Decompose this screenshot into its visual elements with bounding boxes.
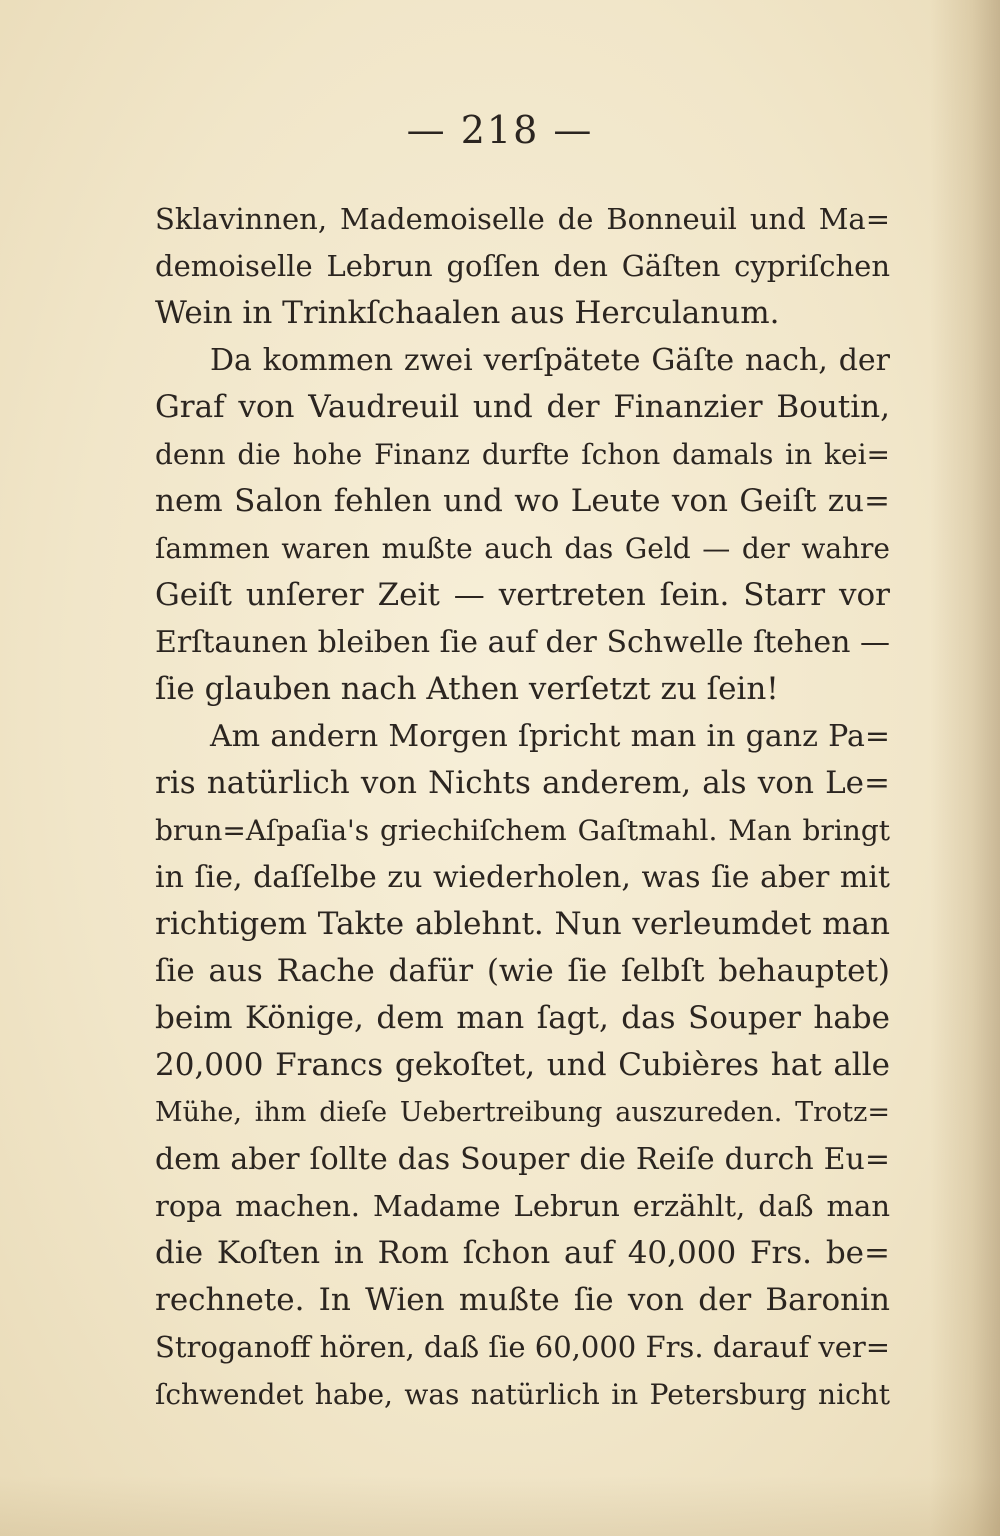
text-line: Sklavinnen, Mademoiselle de Bonneuil und Ma=	[155, 202, 890, 236]
text-line: Da kommen zwei verſpätete Gäſte nach, der	[210, 343, 890, 378]
text-line: denn die hohe Finanz durfte ſchon damals in kei=	[155, 438, 890, 471]
text-line: Graf von Vaudreuil und der Finanzier Boutin,	[155, 389, 890, 425]
text-line: ſie glauben nach Athen verſetzt zu ſein!	[155, 671, 779, 707]
text-line: nem Salon fehlen und wo Leute von Geiſt zu=	[155, 483, 890, 519]
text-line: Geiſt unſerer Zeit — vertreten ſein. Starr vor	[155, 577, 890, 613]
text-line: in ſie, daſſelbe zu wiederholen, was ſie aber mit	[155, 860, 890, 895]
text-line: Erſtaunen bleiben ſie auf der Schwelle ſtehen —	[155, 625, 890, 660]
text-line: rechnete. In Wien mußte ſie von der Baronin	[155, 1282, 890, 1318]
text-line: ropa machen. Madame Lebrun erzählt, daß man	[155, 1189, 890, 1223]
text-line: 20,000 Francs gekoſtet, und Cubières hat alle	[155, 1047, 890, 1083]
text-line: Wein in Trinkſchaalen aus Herculanum.	[155, 295, 780, 331]
text-line: die Koſten in Rom ſchon auf 40,000 Frs. be=	[155, 1235, 890, 1271]
text-line: ris natürlich von Nichts anderem, als von Le=	[155, 765, 890, 801]
page-edge-shadow	[930, 0, 1000, 1536]
text-line: brun=Aſpaſia's griechiſchem Gaſtmahl. Man bringt	[155, 814, 890, 847]
text-line: ſammen waren mußte auch das Geld — der wahre	[155, 532, 890, 565]
text-line: dem aber ſollte das Souper die Reiſe durch Eu=	[155, 1142, 890, 1177]
text-line: ſchwendet habe, was natürlich in Petersburg nicht	[155, 1378, 890, 1411]
page-bottom-shade	[0, 1476, 1000, 1536]
text-line: demoiselle Lebrun goſſen den Gäſten cypriſchen	[155, 249, 890, 283]
text-line: ſie aus Rache dafür (wie ſie ſelbſt behauptet)	[155, 953, 890, 989]
page-number: — 218 —	[406, 108, 594, 152]
text-line: Mühe, ihm dieſe Uebertreibung auszureden. Trotz=	[155, 1097, 890, 1128]
text-line: Am andern Morgen ſpricht man in ganz Pa=	[210, 719, 890, 754]
text-line: richtigem Takte ablehnt. Nun verleumdet man	[155, 906, 890, 942]
body-text	[155, 196, 890, 1418]
text-line: Stroganoff hören, daß ſie 60,000 Frs. darauf ver=	[155, 1330, 890, 1364]
text-line: beim Könige, dem man ſagt, das Souper habe	[155, 1000, 890, 1036]
